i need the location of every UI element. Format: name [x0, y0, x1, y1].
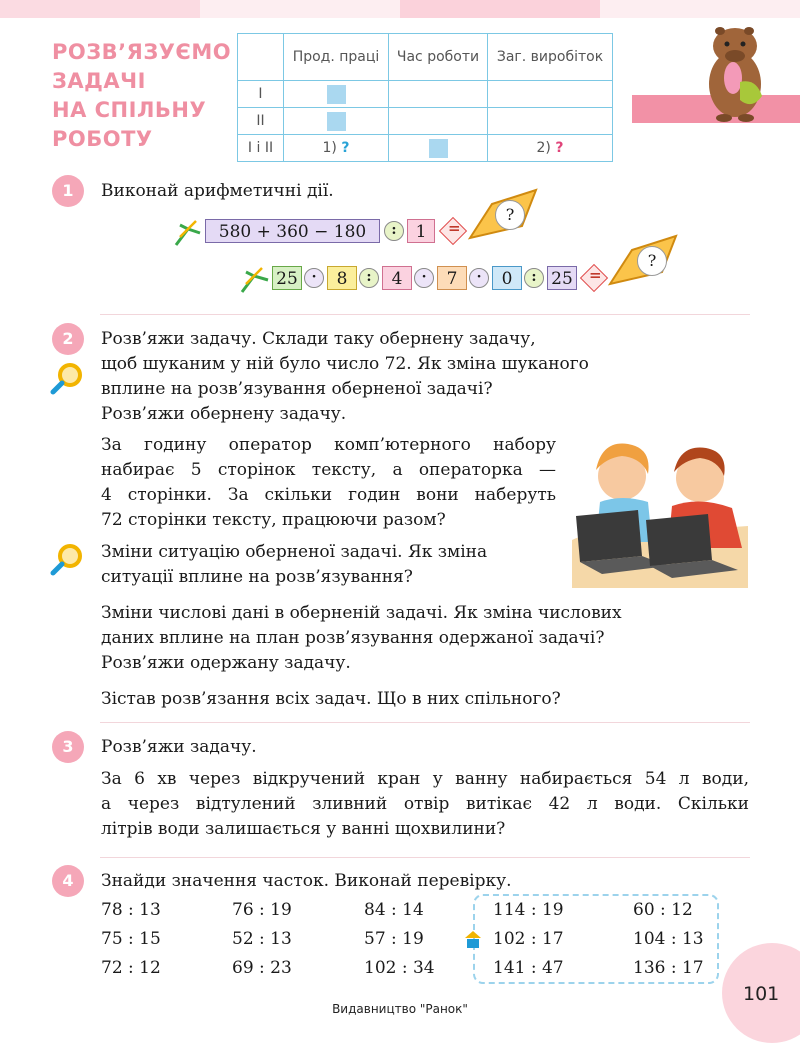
- task3-line-2: а через відтулений зливний отвір витікає 42 л води. Скільки: [101, 794, 749, 814]
- step-1-label: 1): [322, 140, 337, 156]
- chain2-equals: =: [589, 266, 602, 284]
- row-label-1: I: [238, 81, 284, 108]
- task2-change2-line-1: Зміни числові дані в оберненій задачі. Як зміна числових: [101, 603, 622, 623]
- task4-column-2: [232, 896, 292, 983]
- blue-square: [429, 139, 448, 158]
- expression: 102 : 17: [493, 929, 564, 949]
- expression: 114 : 19: [493, 900, 564, 920]
- chain1-expression: 580 + 360 − 180: [205, 219, 380, 243]
- title-line-1: РОЗВ’ЯЗУЄМО: [52, 40, 232, 64]
- expression: 76 : 19: [232, 900, 292, 920]
- chain2-result-circle: [637, 246, 667, 276]
- top-bar-4: [600, 0, 800, 18]
- task3-text: Розв’яжи задачу.: [101, 737, 257, 757]
- top-bar-2: [200, 0, 400, 18]
- task-number-4: 4: [52, 865, 84, 897]
- step-2-label: 2): [536, 140, 551, 156]
- chain2-value-2: 8: [327, 266, 357, 290]
- separator-3: [100, 857, 750, 858]
- chain2-value-1: 25: [272, 266, 302, 290]
- cell-1-1: [284, 81, 389, 108]
- chain2-op-5: :: [524, 268, 544, 288]
- magnifier-icon: [50, 543, 84, 577]
- row-label-3: I і II: [238, 135, 284, 162]
- task2-line-2: щоб шуканим у ній було число 72. Як зміна шуканого: [101, 354, 589, 374]
- cell-3-3: [488, 135, 613, 162]
- expression: 52 : 13: [232, 929, 292, 949]
- task2-line-4: Розв’яжи обернену задачу.: [101, 404, 347, 424]
- kite-tail-icon: [174, 215, 202, 249]
- chain2-op-3: ·: [414, 268, 434, 288]
- expression: 102 : 34: [364, 958, 435, 978]
- table-corner: [238, 34, 284, 81]
- publisher-footer: Видавництво "Ранок": [332, 1002, 468, 1016]
- task-number-2: 2: [52, 323, 84, 355]
- chain1-op: :: [384, 221, 404, 241]
- task4-text: Знайди значення часток. Виконай перевірку.: [101, 871, 512, 891]
- cell-3-2: [389, 135, 488, 162]
- separator-2: [100, 722, 750, 723]
- title-line-3: НА СПІЛЬНУ: [52, 98, 207, 122]
- page-number: 101: [743, 983, 780, 1005]
- chain2-op-1: ·: [304, 268, 324, 288]
- chain2-value-5: 0: [492, 266, 522, 290]
- cell-2-2: [389, 108, 488, 135]
- kite-tail-icon: [240, 262, 270, 296]
- chain1-equals: =: [448, 219, 461, 237]
- row-label-2: II: [238, 108, 284, 135]
- task2-problem-2: набирає 5 сторінок тексту, а операторка —: [101, 460, 556, 480]
- task2-change2-line-3: Розв’яжи одержану задачу.: [101, 653, 351, 673]
- title-line-2: ЗАДАЧІ: [52, 69, 146, 93]
- chain1-value: 1: [407, 219, 435, 243]
- expression: 72 : 12: [101, 958, 161, 978]
- chain2-result: ?: [647, 251, 657, 270]
- expression: 75 : 15: [101, 929, 161, 949]
- separator-1: [100, 314, 750, 315]
- chain2-value-6: 25: [547, 266, 577, 290]
- children-computers-illustration: [572, 430, 748, 588]
- chain1-result-circle: [495, 200, 525, 230]
- question-mark: ?: [555, 140, 564, 156]
- section-title: [52, 38, 232, 154]
- task4-column-5: [633, 896, 704, 983]
- cell-1-2: [389, 81, 488, 108]
- house-icon: [464, 929, 482, 949]
- task-number-1: 1: [52, 175, 84, 207]
- cell-2-3: [488, 108, 613, 135]
- blue-square: [327, 85, 346, 104]
- expression: 104 : 13: [633, 929, 704, 949]
- table-header-time: Час роботи: [389, 34, 488, 81]
- expression: 84 : 14: [364, 900, 424, 920]
- cell-1-3: [488, 81, 613, 108]
- magnifier-icon: [50, 362, 84, 396]
- work-table: [237, 33, 613, 162]
- top-bar-3: [400, 0, 600, 18]
- task2-problem-3: 4 сторінки. За скільки годин вони наберуть: [101, 485, 556, 505]
- title-line-4: РОБОТУ: [52, 127, 153, 151]
- task-number-3: 3: [52, 731, 84, 763]
- task1-text: Виконай арифметичні дії.: [101, 181, 334, 201]
- chain2-value-3: 4: [382, 266, 412, 290]
- task4-column-1: [101, 896, 161, 983]
- task3-line-3: літрів води залишається у ванні щохвилини?: [101, 819, 506, 839]
- task2-line-3: вплине на розв’язування оберненої задачі?: [101, 379, 493, 399]
- expression: 69 : 23: [232, 958, 292, 978]
- task2-change1-line-2: ситуації вплине на розв’язування?: [101, 567, 413, 587]
- cell-3-1: [284, 135, 389, 162]
- blue-square: [327, 112, 346, 131]
- task2-problem-4: 72 сторінки тексту, працюючи разом?: [101, 510, 446, 530]
- task4-column-4: [493, 896, 564, 983]
- chain2-op-4: ·: [469, 268, 489, 288]
- question-mark: ?: [341, 140, 350, 156]
- expression: 141 : 47: [493, 958, 564, 978]
- table-header-total: Заг. виробіток: [488, 34, 613, 81]
- task2-change2-line-2: даних вплине на план розв’язування одержаної задачі?: [101, 628, 605, 648]
- chain2-op-2: :: [359, 268, 379, 288]
- task2-problem-1: За годину оператор комп’ютерного набору: [101, 435, 556, 455]
- capybara-illustration: [700, 22, 770, 122]
- expression: 60 : 12: [633, 900, 693, 920]
- page-number-badge: [722, 943, 800, 1043]
- task4-column-3: [364, 896, 435, 983]
- expression: 57 : 19: [364, 929, 424, 949]
- task2-change1-line-1: Зміни ситуацію оберненої задачі. Як зміна: [101, 542, 488, 562]
- task2-compare: Зістав розв’язання всіх задач. Що в них спільного?: [101, 689, 561, 709]
- chain2-value-4: 7: [437, 266, 467, 290]
- top-bar-1: [0, 0, 200, 18]
- task2-line-1: Розв’яжи задачу. Склади таку обернену задачу,: [101, 329, 536, 349]
- cell-2-1: [284, 108, 389, 135]
- chain1-result: ?: [505, 205, 515, 224]
- expression: 136 : 17: [633, 958, 704, 978]
- task3-line-1: За 6 хв через відкручений кран у ванну набирається 54 л води,: [101, 769, 749, 789]
- expression: 78 : 13: [101, 900, 161, 920]
- table-header-productivity: Прод. праці: [284, 34, 389, 81]
